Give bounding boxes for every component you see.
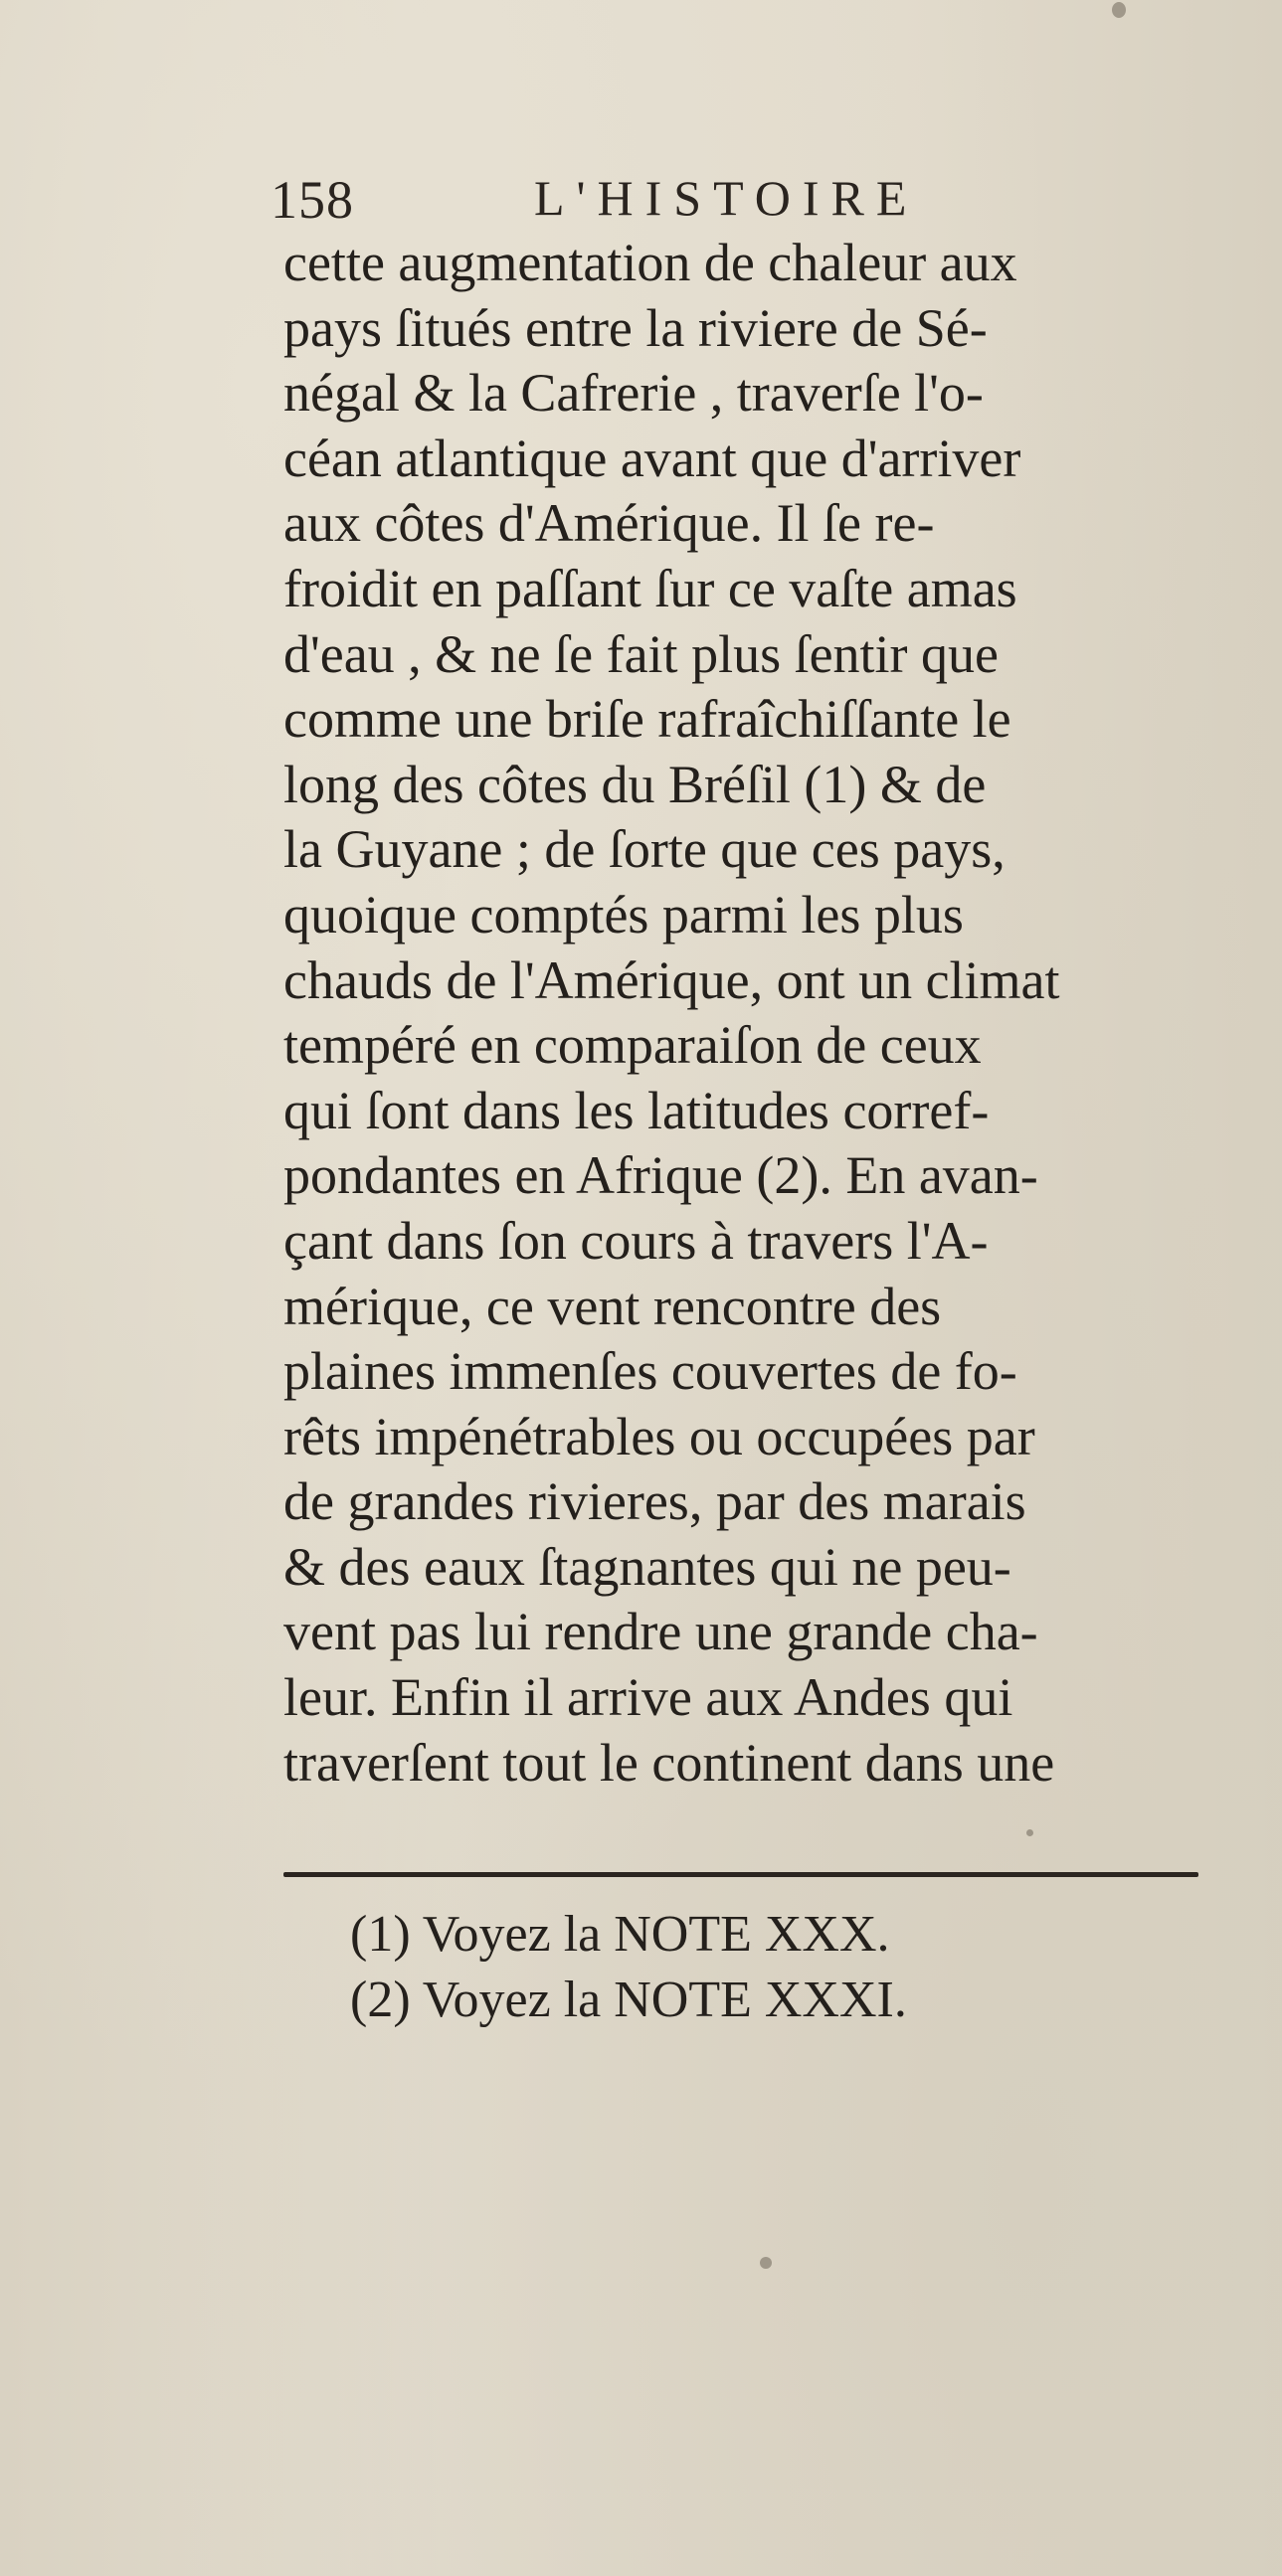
page-header [271,169,1026,239]
text-line: cette augmentation de chaleur aux [283,233,1017,292]
running-head: L'HISTOIRE [534,170,919,226]
text-line: mérique, ce vent rencontre des [283,1276,942,1336]
text-line: comme une briſe rafraîchiſſante le [283,689,1011,750]
footnote-rule [283,1872,1198,1877]
text-line: traverſent tout le continent dans une [283,1732,1055,1793]
text-line: rêts impénétrables ou occupées par [283,1406,1035,1466]
page-number: 158 [271,170,354,230]
text-line: pays ſitués entre la riviere de Sé- [283,297,988,358]
text-line: qui ſont dans les latitudes corref- [283,1080,990,1140]
paper-spot [760,2257,772,2269]
paper-spot [1026,1829,1033,1836]
text-line: leur. Enfin il arrive aux Andes qui [283,1667,1013,1728]
text-line: froidit en paſſant ſur ce vaſte amas [283,558,1017,618]
text-line: chauds de l'Amérique, ont un climat [283,949,1060,1010]
text-line: négal & la Cafrerie , traverſe l'o- [283,363,984,424]
body-text [283,231,1228,1796]
text-line: quoique comptés parmi les plus [283,884,964,945]
footnotes [350,1902,907,2033]
text-line: pondantes en Afrique (2). En avan- [283,1145,1038,1206]
text-line: & des eaux ſtagnantes qui ne peu- [283,1536,1011,1597]
text-line: de grandes rivieres, par des marais [283,1471,1026,1532]
text-line: long des côtes du Bréſil (1) & de [283,754,987,814]
text-line: céan atlantique avant que d'arriver [283,428,1021,488]
paper-spot [1112,2,1126,18]
footnote: (2) Voyez la NOTE XXXI. [350,1972,907,2028]
text-line: tempéré en comparaiſon de ceux [283,1015,982,1076]
text-line: vent pas lui rendre une grande cha- [283,1602,1038,1662]
text-line: la Guyane ; de ſorte que ces pays, [283,819,1006,880]
text-line: d'eau , & ne ſe fait plus ſentir que [283,623,1000,684]
text-line: aux côtes d'Amérique. Il ſe re- [283,493,935,554]
text-line: plaines immenſes couvertes de fo- [283,1341,1017,1402]
text-line: çant dans ſon cours à travers l'A- [283,1210,989,1271]
footnote: (1) Voyez la NOTE XXX. [350,1906,890,1963]
